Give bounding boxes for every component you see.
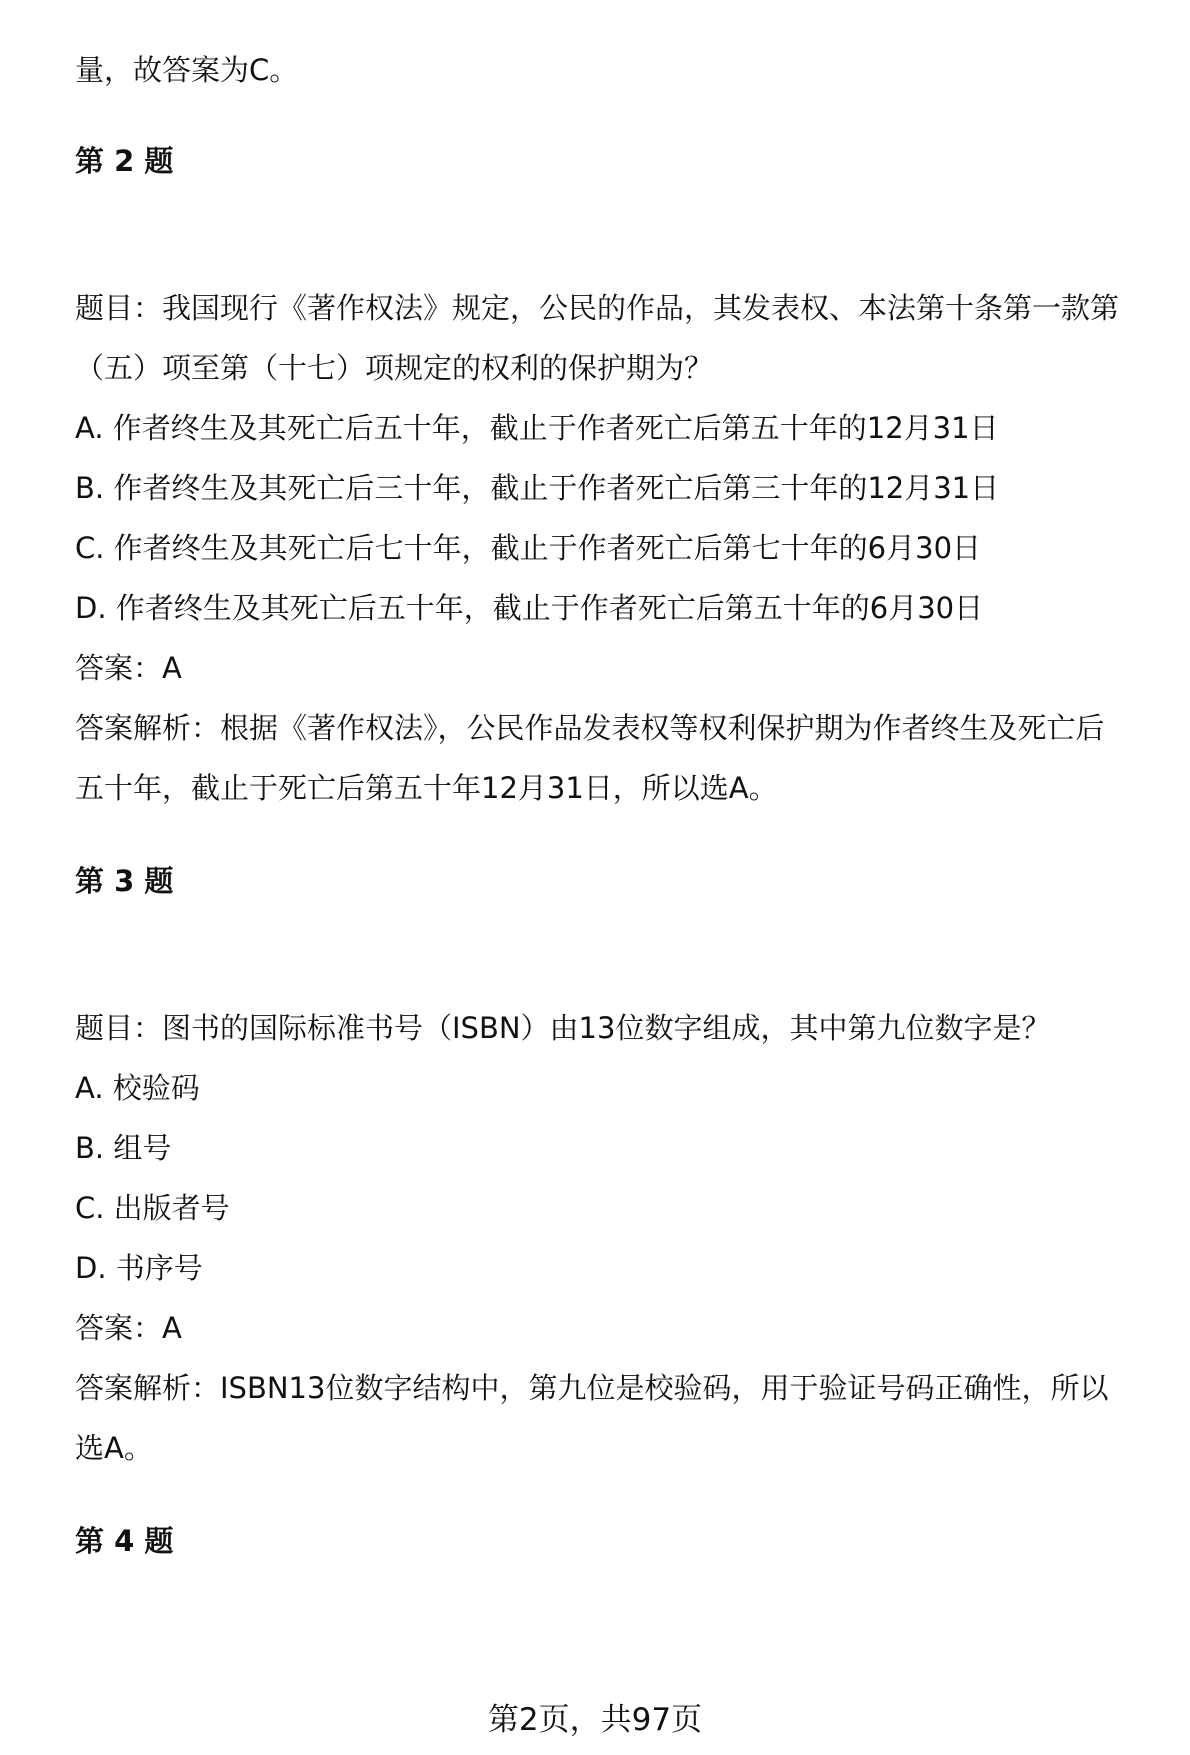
question-3-option-a: A. 校验码 [75,1071,200,1105]
question-2-option-b: B. 作者终生及其死亡后三十年，截止于作者死亡后第三十年的12月31日 [75,471,1000,505]
question-2-stem-line-1: 题目：我国现行《著作权法》规定，公民的作品，其发表权、本法第十条第一款第 [75,291,1120,325]
page-number-footer: 第2页，共97页 [487,1702,703,1738]
question-3-option-d: D. 书序号 [75,1251,203,1285]
question-3-analysis-line-2: 选A。 [75,1431,153,1465]
question-3-analysis-line-1: 答案解析：ISBN13位数字结构中，第九位是校验码，用于验证号码正确性，所以 [75,1371,1109,1405]
question-2-option-d: D. 作者终生及其死亡后五十年，截止于作者死亡后第五十年的6月30日 [75,591,984,625]
question-2-option-a: A. 作者终生及其死亡后五十年，截止于作者死亡后第五十年的12月31日 [75,411,999,445]
question-2-stem-line-2: （五）项至第（十七）项规定的权利的保护期为？ [75,351,714,385]
question-3-option-b: B. 组号 [75,1131,172,1165]
prev-answer-tail: 量，故答案为C。 [75,53,299,87]
question-3-answer: 答案：A [75,1311,182,1345]
question-3-heading: 第 3 题 [75,864,174,898]
question-2-answer: 答案：A [75,651,182,685]
question-2-analysis-line-2: 五十年，截止于死亡后第五十年12月31日，所以选A。 [75,771,778,805]
question-3-option-c: C. 出版者号 [75,1191,230,1225]
question-2-option-c: C. 作者终生及其死亡后七十年，截止于作者死亡后第七十年的6月30日 [75,531,982,565]
question-2-heading: 第 2 题 [75,144,174,178]
question-2-analysis-line-1: 答案解析：根据《著作权法》，公民作品发表权等权利保护期为作者终生及死亡后 [75,711,1105,745]
question-3-stem-line-1: 题目：图书的国际标准书号（ISBN）由13位数字组成，其中第九位数字是？ [75,1011,1051,1045]
question-4-heading: 第 4 题 [75,1524,174,1558]
